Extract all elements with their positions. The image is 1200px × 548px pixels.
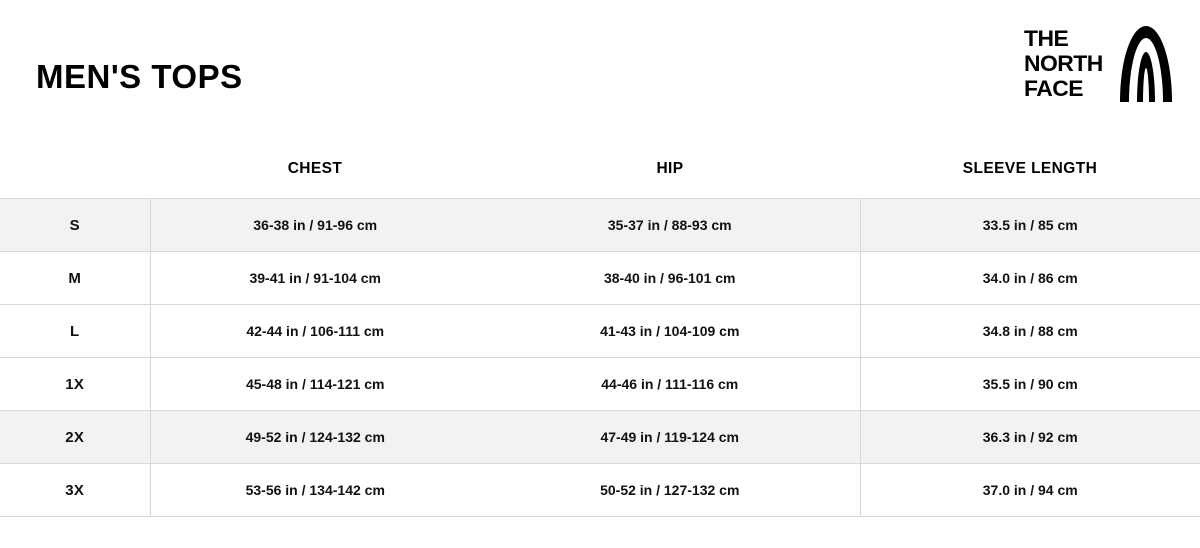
table-row bbox=[0, 358, 1200, 411]
cell-sleeve-length: 37.0 in / 94 cm bbox=[860, 464, 1200, 517]
cell-hip: 44-46 in / 111-116 cm bbox=[480, 358, 860, 411]
cell-size: 2X bbox=[0, 411, 150, 464]
cell-sleeve-length: 33.5 in / 85 cm bbox=[860, 199, 1200, 252]
cell-hip: 35-37 in / 88-93 cm bbox=[480, 199, 860, 252]
cell-chest: 39-41 in / 91-104 cm bbox=[150, 252, 480, 305]
cell-chest: 45-48 in / 114-121 cm bbox=[150, 358, 480, 411]
cell-size: L bbox=[0, 305, 150, 358]
brand-logo-line-2: NORTH bbox=[1024, 51, 1103, 76]
cell-size: M bbox=[0, 252, 150, 305]
brand-logo-line-1: THE bbox=[1024, 26, 1069, 51]
column-header-size bbox=[0, 160, 150, 199]
column-header-hip: HIP bbox=[656, 160, 684, 177]
cell-hip: 50-52 in / 127-132 cm bbox=[480, 464, 860, 517]
table-header bbox=[0, 160, 1200, 199]
brand-logo-line-3: FACE bbox=[1024, 76, 1083, 101]
cell-hip: 47-49 in / 119-124 cm bbox=[480, 411, 860, 464]
table-header-row bbox=[0, 160, 1200, 199]
table-row bbox=[0, 411, 1200, 464]
column-header-sleeve-length: SLEEVE LENGTH bbox=[962, 160, 1098, 177]
table-body bbox=[0, 199, 1200, 517]
cell-size: S bbox=[0, 199, 150, 252]
cell-chest: 36-38 in / 91-96 cm bbox=[150, 199, 480, 252]
column-header-chest: CHEST bbox=[287, 160, 343, 177]
cell-hip: 41-43 in / 104-109 cm bbox=[480, 305, 860, 358]
cell-size: 1X bbox=[0, 358, 150, 411]
cell-chest: 49-52 in / 124-132 cm bbox=[150, 411, 480, 464]
cell-hip: 38-40 in / 96-101 cm bbox=[480, 252, 860, 305]
table-row bbox=[0, 305, 1200, 358]
cell-chest: 42-44 in / 106-111 cm bbox=[150, 305, 480, 358]
table-row bbox=[0, 464, 1200, 517]
north-face-dome-icon bbox=[1116, 24, 1172, 104]
size-chart-table bbox=[0, 160, 1200, 517]
page-header bbox=[0, 0, 1200, 140]
cell-chest: 53-56 in / 134-142 cm bbox=[150, 464, 480, 517]
cell-sleeve-length: 35.5 in / 90 cm bbox=[860, 358, 1200, 411]
brand-logo bbox=[1024, 24, 1172, 108]
page-title: MEN'S TOPS bbox=[36, 58, 243, 95]
table-row bbox=[0, 252, 1200, 305]
cell-sleeve-length: 36.3 in / 92 cm bbox=[860, 411, 1200, 464]
table-row bbox=[0, 199, 1200, 252]
brand-logo-wordmark bbox=[1024, 26, 1120, 101]
cell-sleeve-length: 34.0 in / 86 cm bbox=[860, 252, 1200, 305]
cell-size: 3X bbox=[0, 464, 150, 517]
cell-sleeve-length: 34.8 in / 88 cm bbox=[860, 305, 1200, 358]
